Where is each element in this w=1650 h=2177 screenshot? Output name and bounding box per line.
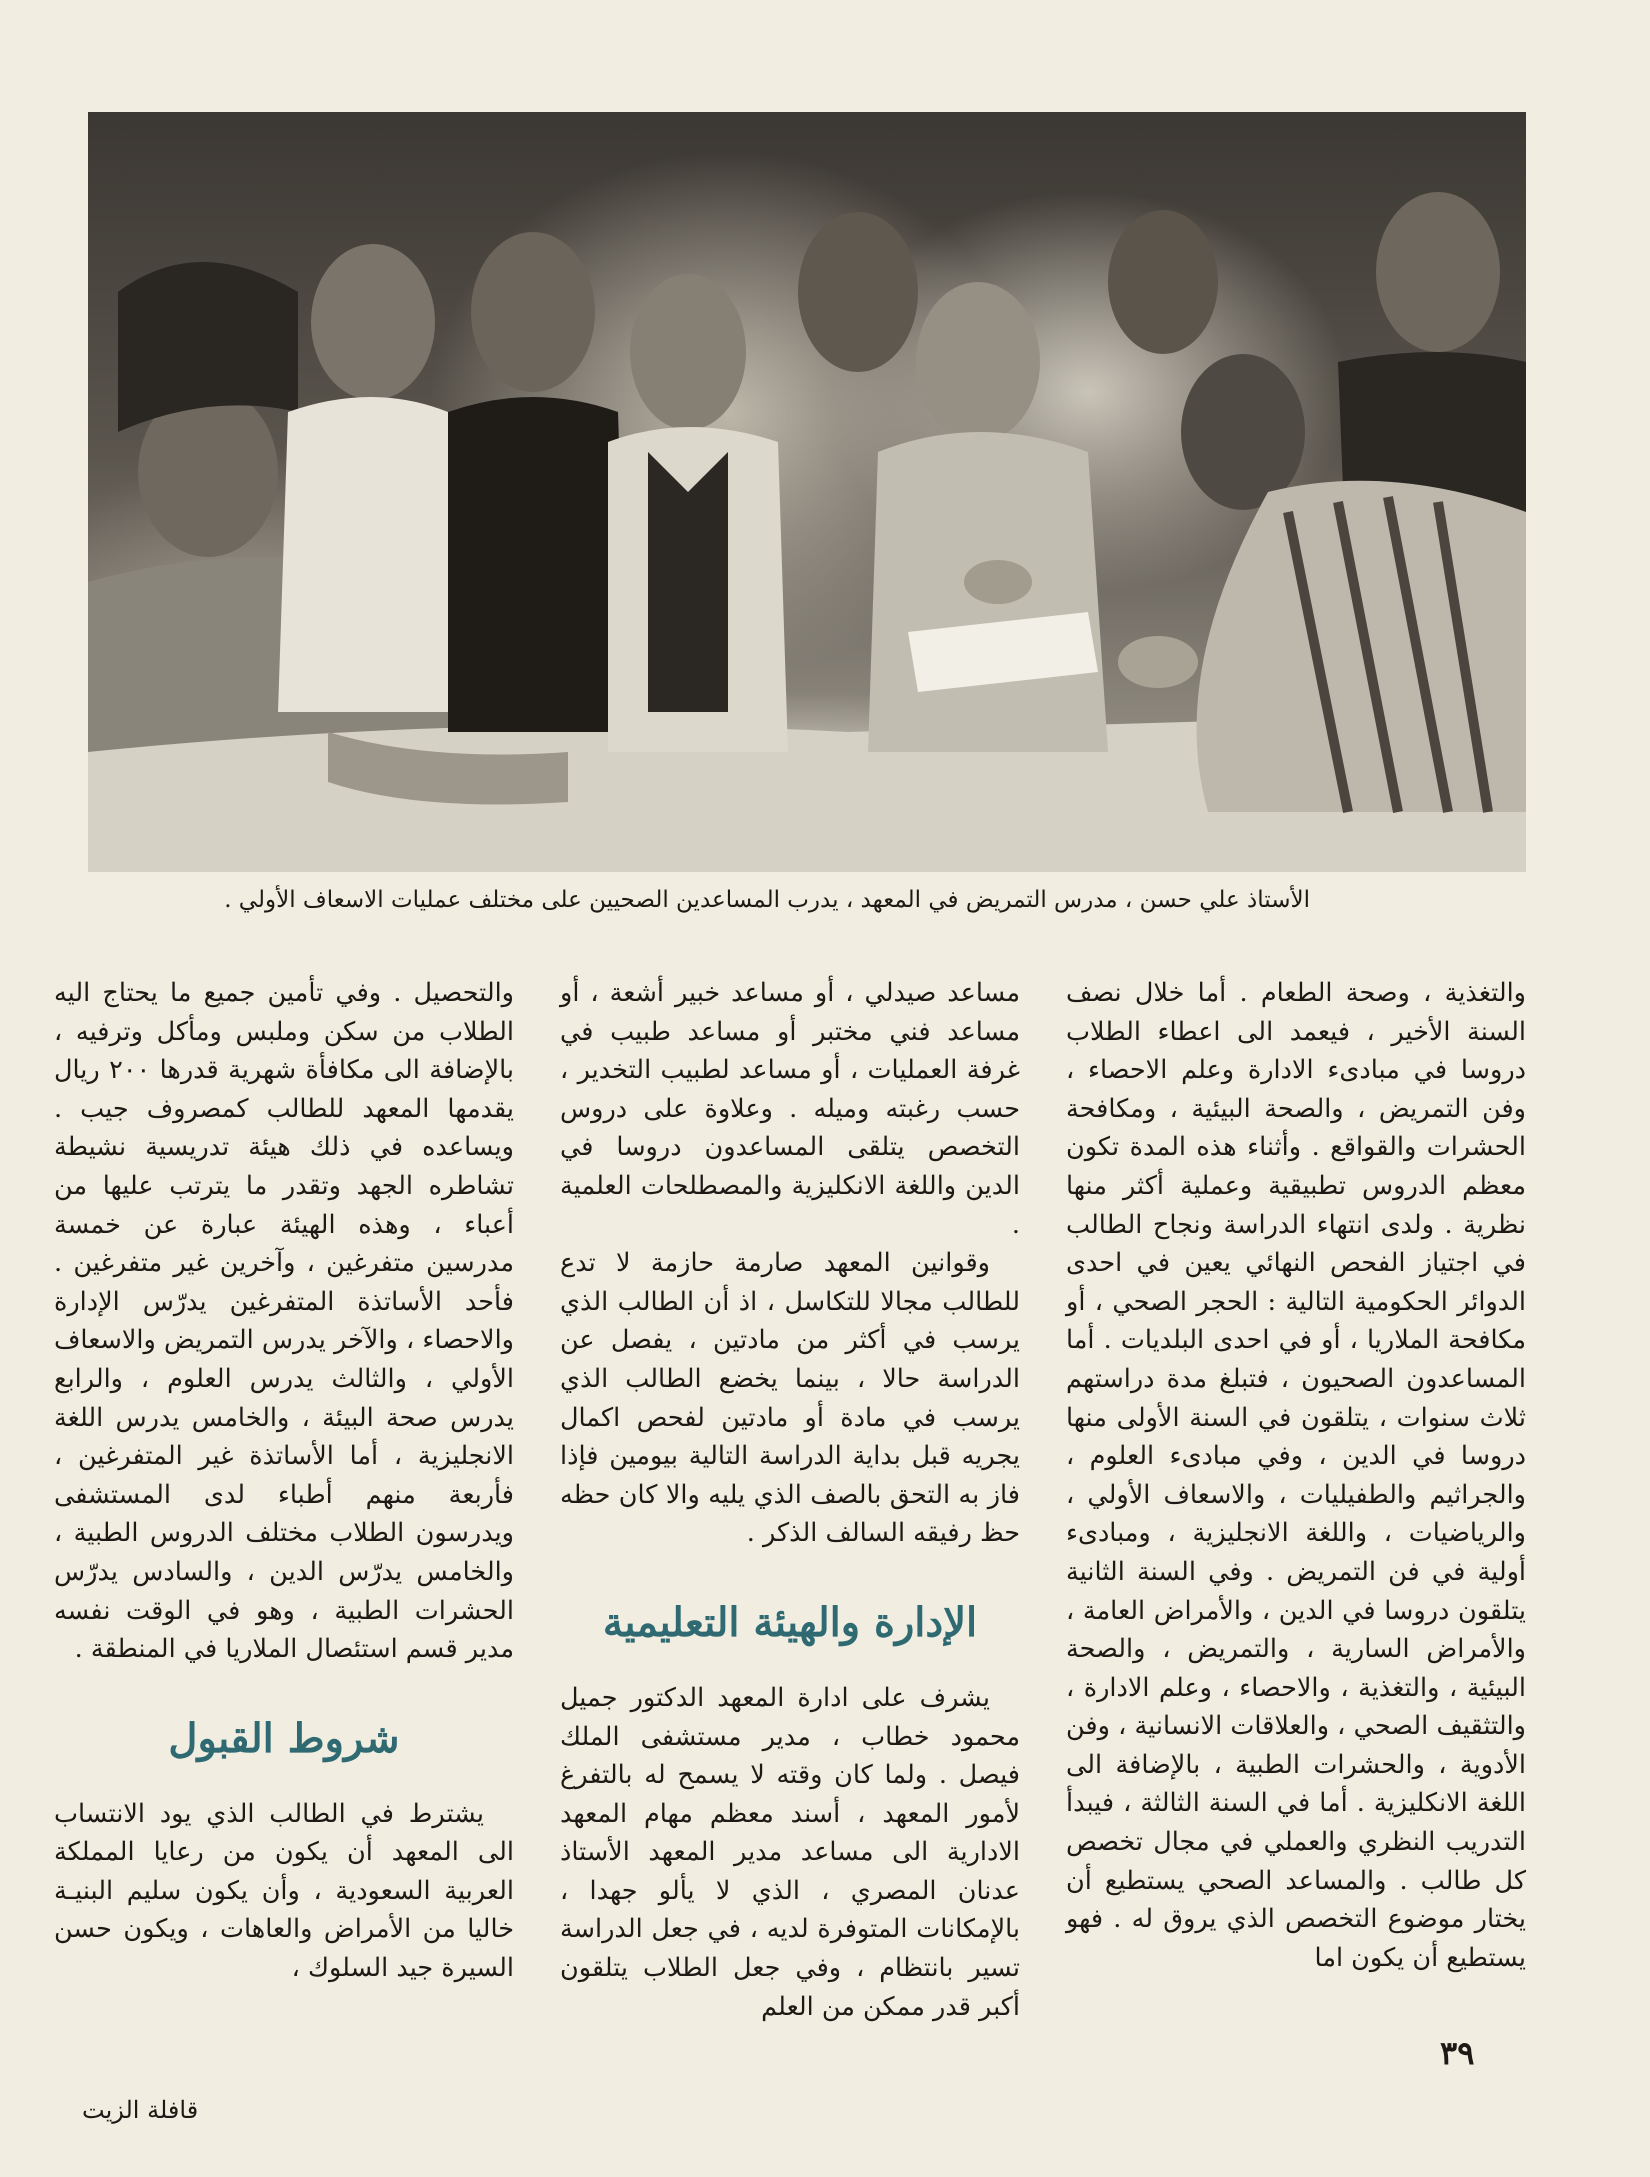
page-number: ٣٩ — [1440, 2034, 1475, 2072]
section-heading-admission: شروط القبول — [168, 1714, 400, 1762]
article-column-left — [54, 974, 514, 1988]
photo-icon — [88, 112, 1526, 872]
paragraph: مساعد صيدلي ، أو مساعد خبير أشعة ، أو مساعد فني مختبر أو مساعد طبيب في غرفة العمليات ، أو مساعد لطبيب التخدير ، حسب رغبته وميله . وعلاوة على دروس التخصص يتلقى المساعدون دروسا في الدين واللغة الانكليزية والمصطلحات العلمية . — [560, 978, 1020, 1240]
paragraph: وقوانين المعهد صارمة حازمة لا تدع للطالب مجالا للتكاسل ، اذ أن الطالب الذي يرسب في أكثر من مادتين ، يفصل عن الدراسة حالا ، بينما يخضع الطالب الذي يرسب في مادة أو مادتين لفحص اكمال يجريه قبل بداية الدراسة التالية بيومين فإذا فاز به التحق بالصف الذي يليه والا كان حظه حظ رفيقه السالف الذكر . — [560, 1248, 1020, 1549]
section-heading-administration: الإدارة والهيئة التعليمية — [602, 1598, 978, 1646]
photo-caption: الأستاذ علي حسن ، مدرس التمريض في المعهد ، يدرب المساعدين الصحيين على مختلف عمليات الاسعاف الأولي . — [224, 887, 1310, 913]
paragraph: والتغذية ، وصحة الطعام . أما خلال نصف السنة الأخير ، فيعمد الى اعطاء الطلاب دروسا في مبادىء الادارة وعلم الاحصاء ، وفن التمريض ، والصحة البيئية ، ومكافحة الحشرات والقواقع . وأثناء هذه المدة تكون معظم الدروس تطبيقية وعملية أكثر منها نظرية . ولدى انتهاء الدراسة ونجاح الطالب في اجتياز الفحص النهائي يعين في احدى الدوائر الحكومية التالية : الحجر الصحي ، أو مكافحة الملاريا ، أو في احدى البلديات . أما المساعدون الصحيون ، فتبلغ مدة دراستهم ثلاث سنوات ، يتلقون في السنة الأولى منها دروسا في الدين ، وفي مبادىء العلوم ، والجراثيم والطفيليات ، والاسعاف الأولي ، والرياضيات ، واللغة الانجليزية ، ومبادىء أولية في فن التمريض . وفي السنة الثانية يتلقون دروسا في الدين ، والأمراض العامة ، والأمراض السارية ، والتمريض ، والصحة البيئية ، والتغذية ، والاحصاء ، وعلم الادارة ، والتثقيف الصحي ، والعلاقات الانسانية ، وفن الأدوية ، والحشرات الطبية ، بالإضافة الى اللغة الانكليزية . أما في السنة الثالثة ، فيبدأ التدريب النظري والعملي في مجال تخصص كل طالب . والمساعد الصحي يستطيع أن يختار موضوع التخصص الذي يروق له . فهو يستطيع أن يكون اما — [1066, 978, 1526, 1973]
article-photo — [88, 112, 1526, 872]
paragraph: والتحصيل . وفي تأمين جميع ما يحتاج اليه الطلاب من سكن وملبس ومأكل وترفيه ، بالإضافة الى مكافأة شهرية قدرها ٢٠٠ ريال يقدمها المعهد للطالب كمصروف جيب . ويساعده في ذلك هيئة تدريسية نشيطة تشاطره الجهد وتقدر ما يترتب عليها من أعباء ، وهذه الهيئة عبارة عن خمسة مدرسين متفرغين ، وآخرين غير متفرغين . فأحد الأساتذة المتفرغين يدرّس الإدارة والاحصاء ، والآخر يدرس التمريض والاسعاف الأولي ، والثالث يدرس العلوم ، والرابع يدرس صحة البيئة ، والخامس يدرس اللغة الانجليزية ، أما الأساتذة غير المتفرغين ، فأربعة منهم أطباء لدى المستشفى ويدرسون الطلاب مختلف الدروس الطبية ، والخامس يدرّس الدين ، والسادس يدرّس الحشرات الطبية ، وهو في الوقت نفسه مدير قسم استئصال الملاريا في المنطقة . — [54, 978, 514, 1665]
paragraph: يشرف على ادارة المعهد الدكتور جميل محمود خطاب ، مدير مستشفى الملك فيصل . ولما كان وقته لا يسمح له بالتفرغ لأمور المعهد ، أسند معظم مهام المعهد الادارية الى مساعد مدير المعهد الأستاذ عدنان المصري ، الذي لا يألو جهدا ، بالإمكانات المتوفرة لديه ، في جعل الدراسة تسير بانتظام ، وفي جعل الطلاب يتلقون أكبر قدر ممكن من العلم — [560, 1682, 1020, 2022]
magazine-name: قافلة الزيت — [82, 2096, 199, 2124]
article-column-right — [1066, 974, 1526, 1977]
paragraph: يشترط في الطالب الذي يود الانتساب الى المعهد أن يكون من رعايا المملكة العربية السعودية ، وأن يكون سليم البنيـة خاليا من الأمراض والعاهات ، ويكون حسن السيرة جيد السلوك ، — [54, 1798, 514, 1984]
article-column-middle — [560, 974, 1020, 2026]
